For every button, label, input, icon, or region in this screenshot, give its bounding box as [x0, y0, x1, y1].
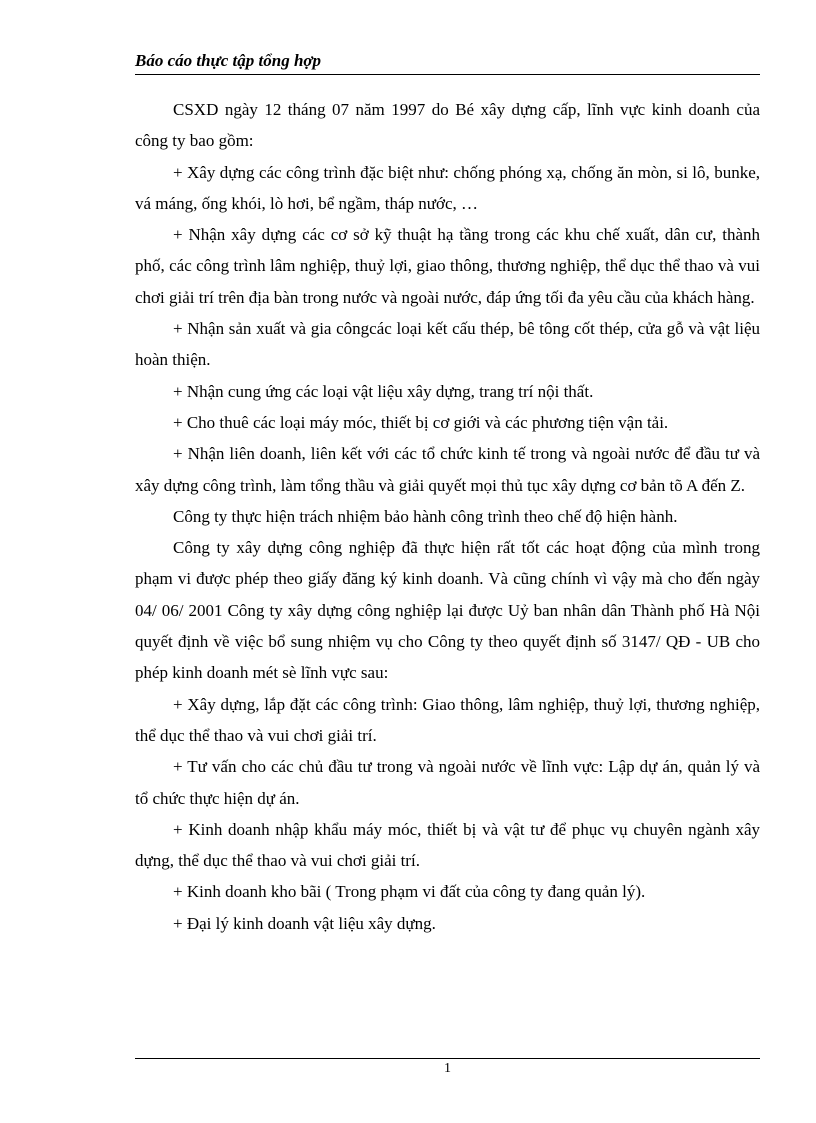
paragraph-item-agency: + Đại lý kinh doanh vật liệu xây dựng. [173, 913, 436, 933]
paragraph-decision: Công ty xây dựng công nghiệp đã thực hiện rất tốt các hoạt động của mình trong phạm vi được phép theo giấy đăng ký kinh doanh. Và cũng chính vì vậy mà cho đến ngày 04/ 06/ 2001 Công ty xây dựng công nghiệp lại được Uỷ ban nhân dân Thành phố Hà Nội quyết định về việc bổ sung nhiệm vụ cho Công ty theo quyết định số 3147/ QĐ - UB cho phép kinh doanh mét sè lĩnh vực sau: [135, 538, 760, 683]
paragraph-item-consulting: + Tư vấn cho các chủ đầu tư trong và ngoài nước về lĩnh vực: Lập dự án, quản lý và tổ chức thực hiện dự án. [135, 757, 760, 808]
paragraph-item-warehouse: + Kinh doanh kho bãi ( Trong phạm vi đất của công ty đang quản lý). [173, 882, 646, 902]
paragraph-item-materials-supply: + Nhận cung ứng các loại vật liệu xây dựng, trang trí nội thất. [173, 381, 594, 401]
paragraph-item-equipment-rental: + Cho thuê các loại máy móc, thiết bị cơ giới và các phương tiện vận tải. [173, 412, 669, 432]
paragraph-item-special-works: + Xây dựng các công trình đặc biệt như: chống phóng xạ, chống ăn mòn, si lô, bunke, vá máng, ống khói, lò hơi, bể ngầm, tháp nước, … [135, 162, 760, 213]
paragraph-item-infrastructure: + Nhận xây dựng các cơ sở kỹ thuật hạ tầng trong các khu chế xuất, dân cư, thành phố, các công trình lâm nghiệp, thuỷ lợi, giao thông, thương nghiệp, thể dục thể thao và vui chơi giải trí trên địa bàn trong nước và ngoài nước, đáp ứng tối đa yêu cầu của khách hàng. [135, 225, 760, 307]
paragraph-item-construction: + Xây dựng, lắp đặt các công trình: Giao thông, lâm nghiệp, thuỷ lợi, thương nghiệp, thể dục thể thao và vui chơi giải trí. [135, 694, 760, 745]
document-body [135, 94, 760, 939]
page-number: 1 [444, 1061, 451, 1076]
paragraph-warranty: Công ty thực hiện trách nhiệm bảo hành công trình theo chế độ hiện hành. [173, 506, 678, 526]
paragraph-item-import: + Kinh doanh nhập khẩu máy móc, thiết bị và vật tư để phục vụ chuyên ngành xây dựng, thể dục thể thao và vui chơi giải trí. [135, 819, 760, 871]
paragraph-item-manufacturing: + Nhận sản xuất và gia côngcác loại kết cấu thép, bê tông cốt thép, cửa gỗ và vật liệu hoàn thiện. [135, 319, 760, 370]
page-header [135, 50, 760, 75]
paragraph-item-joint-venture: + Nhận liên doanh, liên kết với các tổ chức kinh tế trong và ngoài nước để đầu tư và xây dựng công trình, làm tổng thầu và giải quyết mọi thủ tục xây dựng cơ bản tõ A đến Z. [135, 444, 760, 495]
footer-divider [135, 1058, 760, 1059]
header-title: Báo cáo thực tập tổng hợp [135, 51, 322, 70]
paragraph-intro: CSXD ngày 12 tháng 07 năm 1997 do Bé xây dựng cấp, lĩnh vực kinh doanh của công ty bao gồm: [135, 100, 760, 151]
